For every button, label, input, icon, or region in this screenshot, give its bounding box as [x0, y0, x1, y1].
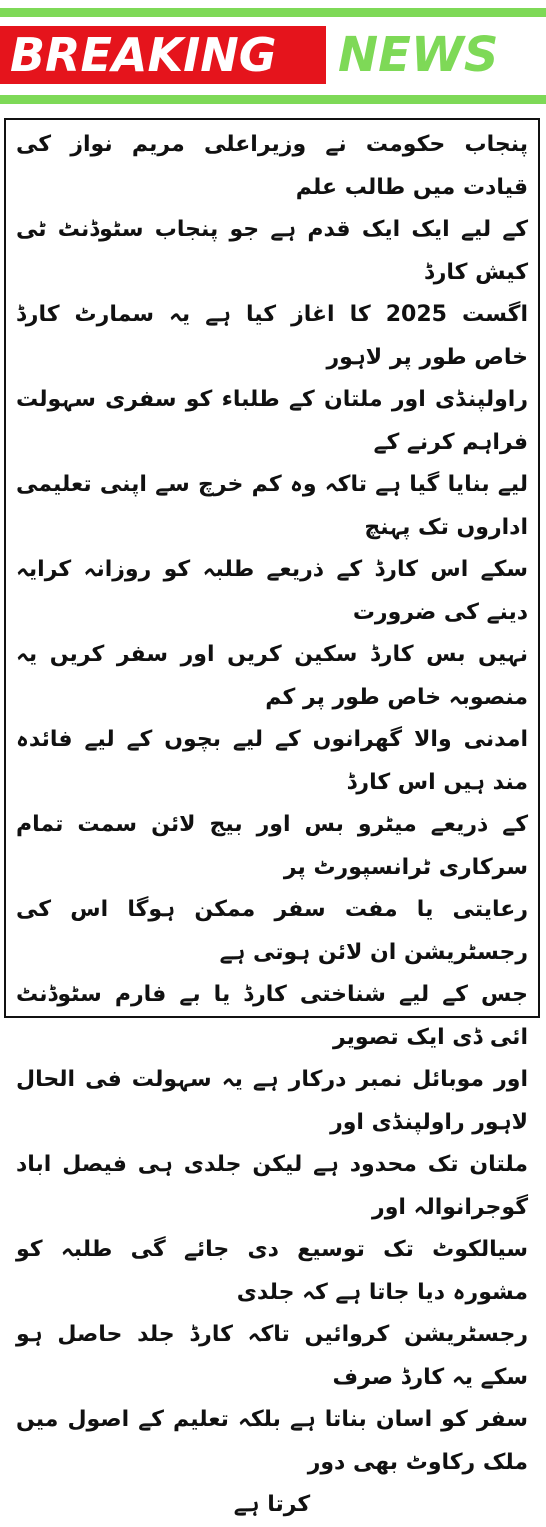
article-line: کے لیے ایک ایک قدم ہے جو پنجاب سٹوڈنٹ ٹی کیش کارڈ — [16, 217, 528, 285]
article-line: اگست 2025 کا اغاز کیا ہے یہ سمارٹ کارڈ خاص طور پر لاہور — [16, 302, 528, 370]
banner-top-stripe — [0, 8, 546, 17]
article-line: سیالکوٹ تک توسیع دی جائے گی طلبہ کو مشورہ دیا جاتا ہے کہ جلدی — [16, 1237, 528, 1305]
article-line: نہیں بس کارڈ سکین کریں اور سفر کریں یہ منصوبہ خاص طور پر کم — [16, 642, 528, 710]
breaking-label-box — [0, 26, 326, 84]
article-line: لیے بنایا گیا ہے تاکہ وہ کم خرچ سے اپنی تعلیمی اداروں تک پہنچ — [16, 472, 528, 540]
article-line: راولپنڈی اور ملتان کے طلباء کو سفری سہولت فراہم کرنے کے — [16, 387, 528, 455]
article-line: جس کے لیے شناختی کارڈ یا بے فارم سٹوڈنٹ ائی ڈی ایک تصویر — [16, 982, 528, 1050]
article-line: ملتان تک محدود ہے لیکن جلدی ہی فیصل اباد گوجرانوالہ اور — [16, 1152, 528, 1220]
article-line: اور موبائل نمبر درکار ہے یہ سہولت فی الحال لاہور راولپنڈی اور — [16, 1067, 528, 1135]
article-line: رجسٹریشن کروائیں تاکہ کارڈ جلد حاصل ہو سکے یہ کارڈ صرف — [16, 1322, 528, 1390]
article-body — [6, 120, 538, 1527]
banner-bottom-stripe — [0, 95, 546, 104]
banner-main — [0, 26, 546, 84]
breaking-word: BREAKING — [10, 28, 277, 82]
article-line: کرتا ہے — [233, 1492, 311, 1517]
article-line: رعایتی یا مفت سفر ممکن ہوگا اس کی رجسٹریشن ان لائن ہوتی ہے — [16, 897, 528, 965]
article-line: کے ذریعے میٹرو بس اور بیج لائن سمت تمام سرکاری ٹرانسپورٹ پر — [16, 812, 528, 880]
breaking-news-banner — [0, 0, 546, 112]
article-line: امدنی والا گھرانوں کے لیے بچوں کے لیے فائدہ مند ہیں اس کارڈ — [16, 727, 528, 795]
article-line: سفر کو اسان بناتا ہے بلکہ تعلیم کے اصول میں ملک رکاوٹ بھی دور — [16, 1407, 528, 1475]
article-line: سکے اس کارڈ کے ذریعے طلبہ کو روزانہ کرایہ دینے کی ضرورت — [16, 557, 528, 625]
article-line: پنجاب حکومت نے وزیراعلی مریم نواز کی قیادت میں طالب علم — [16, 132, 528, 200]
article-box — [4, 118, 540, 1517]
news-word: NEWS — [338, 27, 499, 83]
